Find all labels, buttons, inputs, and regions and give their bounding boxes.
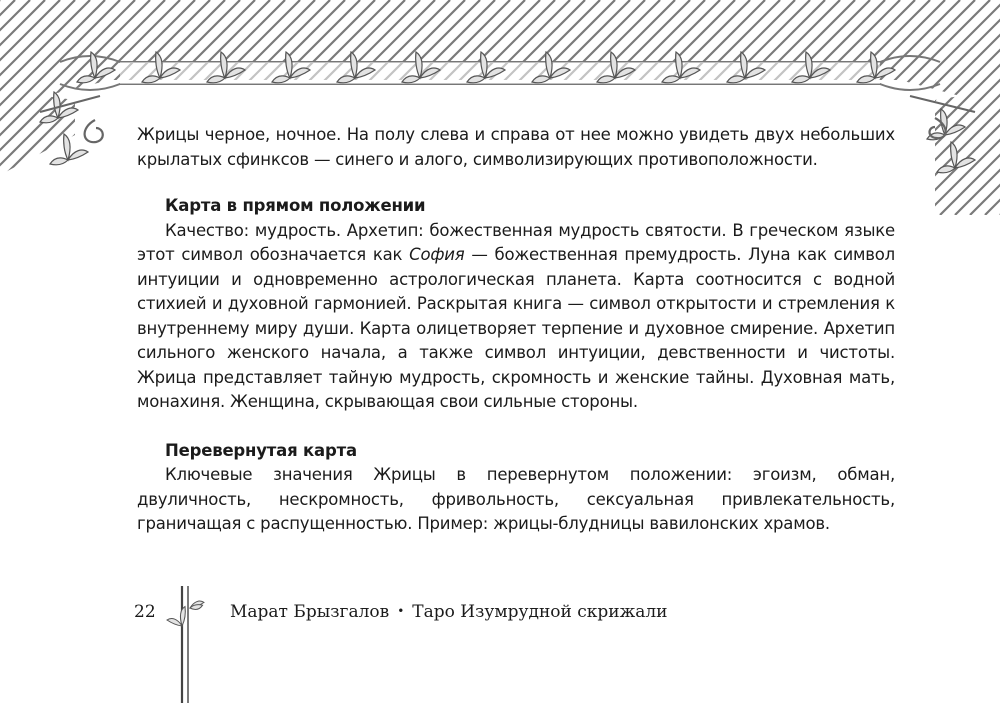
intro-paragraph: Жрицы черное, ночное. На полу слева и справа от нее можно увидеть двух небольших крылатых сфинксов — синего и алого, символизирующих противоположности. [137, 125, 895, 169]
sophia-italic: София [409, 245, 465, 264]
stripe-line [0, 0, 30, 215]
book-title: Таро Изумрудной скрижали [412, 602, 668, 622]
stripe-line [970, 0, 1000, 215]
stripe-line [955, 0, 1000, 215]
reversed-heading: Перевернутая карта [165, 440, 357, 460]
author-name: Марат Брызгалов [230, 602, 390, 622]
stripe-line [0, 0, 45, 215]
footer-separator: • [397, 604, 405, 618]
leaf-icon [937, 142, 975, 173]
running-footer [230, 602, 668, 622]
page-number: 22 [134, 602, 156, 622]
stripe-line [0, 0, 150, 215]
page-body [137, 123, 895, 537]
upright-heading: Карта в прямом положении [165, 196, 426, 215]
upright-text-end: — божественная премудрость. Луна как символ интуиции и одновременно астрологическая планета. Карта соотносится с водной стихией и духовной гармонией. Раскрытая книга — символ открытости и стремления к внутреннему миру души. Карта олицетворяет терпение и духовное смирение. Архетип сильного женского начала, а также символ интуиции, девственности и чистоты. Жрица представляет тайную мудрость, скромность и женские тайны. Духовная мать, монахиня. Женщина, скрывающая свои сильные стороны. [137, 245, 895, 411]
reversed-paragraph: Ключевые значения Жрицы в перевернутом положении: эгоизм, обман, двуличность, нескромность, фривольность, сексуальная привлекательность, граничащая с распущенностью. Пример: жрицы-блудницы вавилонских храмов. [137, 465, 895, 533]
stripe-line [895, 0, 1000, 215]
stripe-line [0, 0, 60, 215]
stripe-line [940, 0, 1000, 215]
left-curl-ornament [85, 120, 103, 142]
stripe-line [0, 0, 135, 215]
upright-text-start: Качество: мудрость. Архетип: божественная мудрость святости. В греческом языке этот символ обозначается как [137, 220, 895, 264]
upright-paragraph [137, 219, 895, 415]
footer-ornament [160, 586, 220, 703]
